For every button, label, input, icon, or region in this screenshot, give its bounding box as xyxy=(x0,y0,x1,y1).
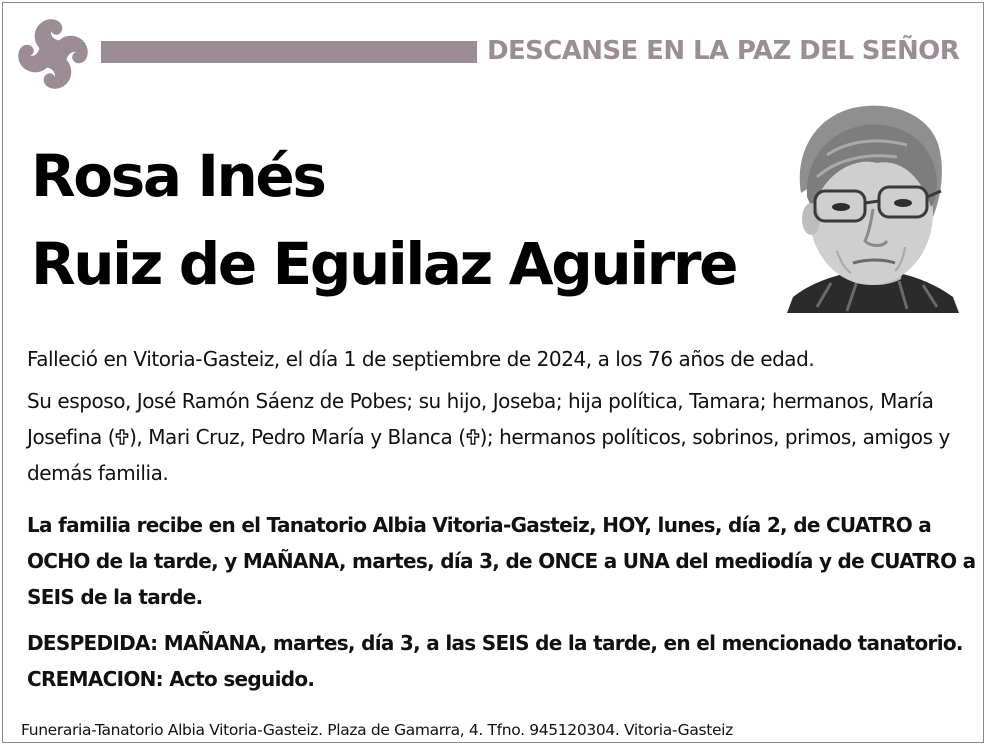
family-text-part2: ), Mari Cruz, Pedro María y Blanca ( xyxy=(129,425,466,449)
visitation-text: La familia recibe en el Tanatorio Albia Vitoria-Gasteiz, HOY, lunes, día 2, de CUATRO a OCHO de la tarde, y MAÑANA, martes, día 3, de ONCE a UNA del mediodía y de CUATRO a SEIS de la tarde. xyxy=(27,513,976,609)
deceased-first-name: Rosa Inés xyxy=(31,142,325,210)
death-notice-text: Falleció en Vitoria-Gasteiz, el día 1 de septiembre de 2024, a los 76 años de edad. xyxy=(27,347,815,371)
funeral-home-footer: Funeraria-Tanatorio Albia Vitoria-Gasteiz. Plaza de Gamarra, 4. Tfno. 945120304. Vitoria-Gasteiz xyxy=(21,721,733,739)
deceased-surnames: Ruiz de Eguilaz Aguirre xyxy=(31,230,737,298)
farewell-text: DESPEDIDA: MAÑANA, martes, día 3, a las SEIS de la tarde, en el mencionado tanatorio. CREMACION: Acto seguido. xyxy=(27,631,963,691)
family-text-part3: ); hermanos políticos, sobrinos, primos, amigos y demás familia. xyxy=(27,425,950,485)
cross-icon xyxy=(466,429,480,445)
family-list-text xyxy=(27,383,977,491)
obituary-notice xyxy=(2,2,984,743)
header-divider-bar xyxy=(101,41,477,63)
portrait-photo xyxy=(787,101,959,313)
family-text-part1: Su esposo, José Ramón Sáenz de Pobes; su hijo, Joseba; hija política, Tamara; hermanos, María Josefina ( xyxy=(27,389,934,449)
header-title: DESCANSE EN LA PAZ DEL SEÑOR xyxy=(487,36,960,66)
lauburu-icon xyxy=(11,13,95,95)
cross-icon xyxy=(115,429,129,445)
